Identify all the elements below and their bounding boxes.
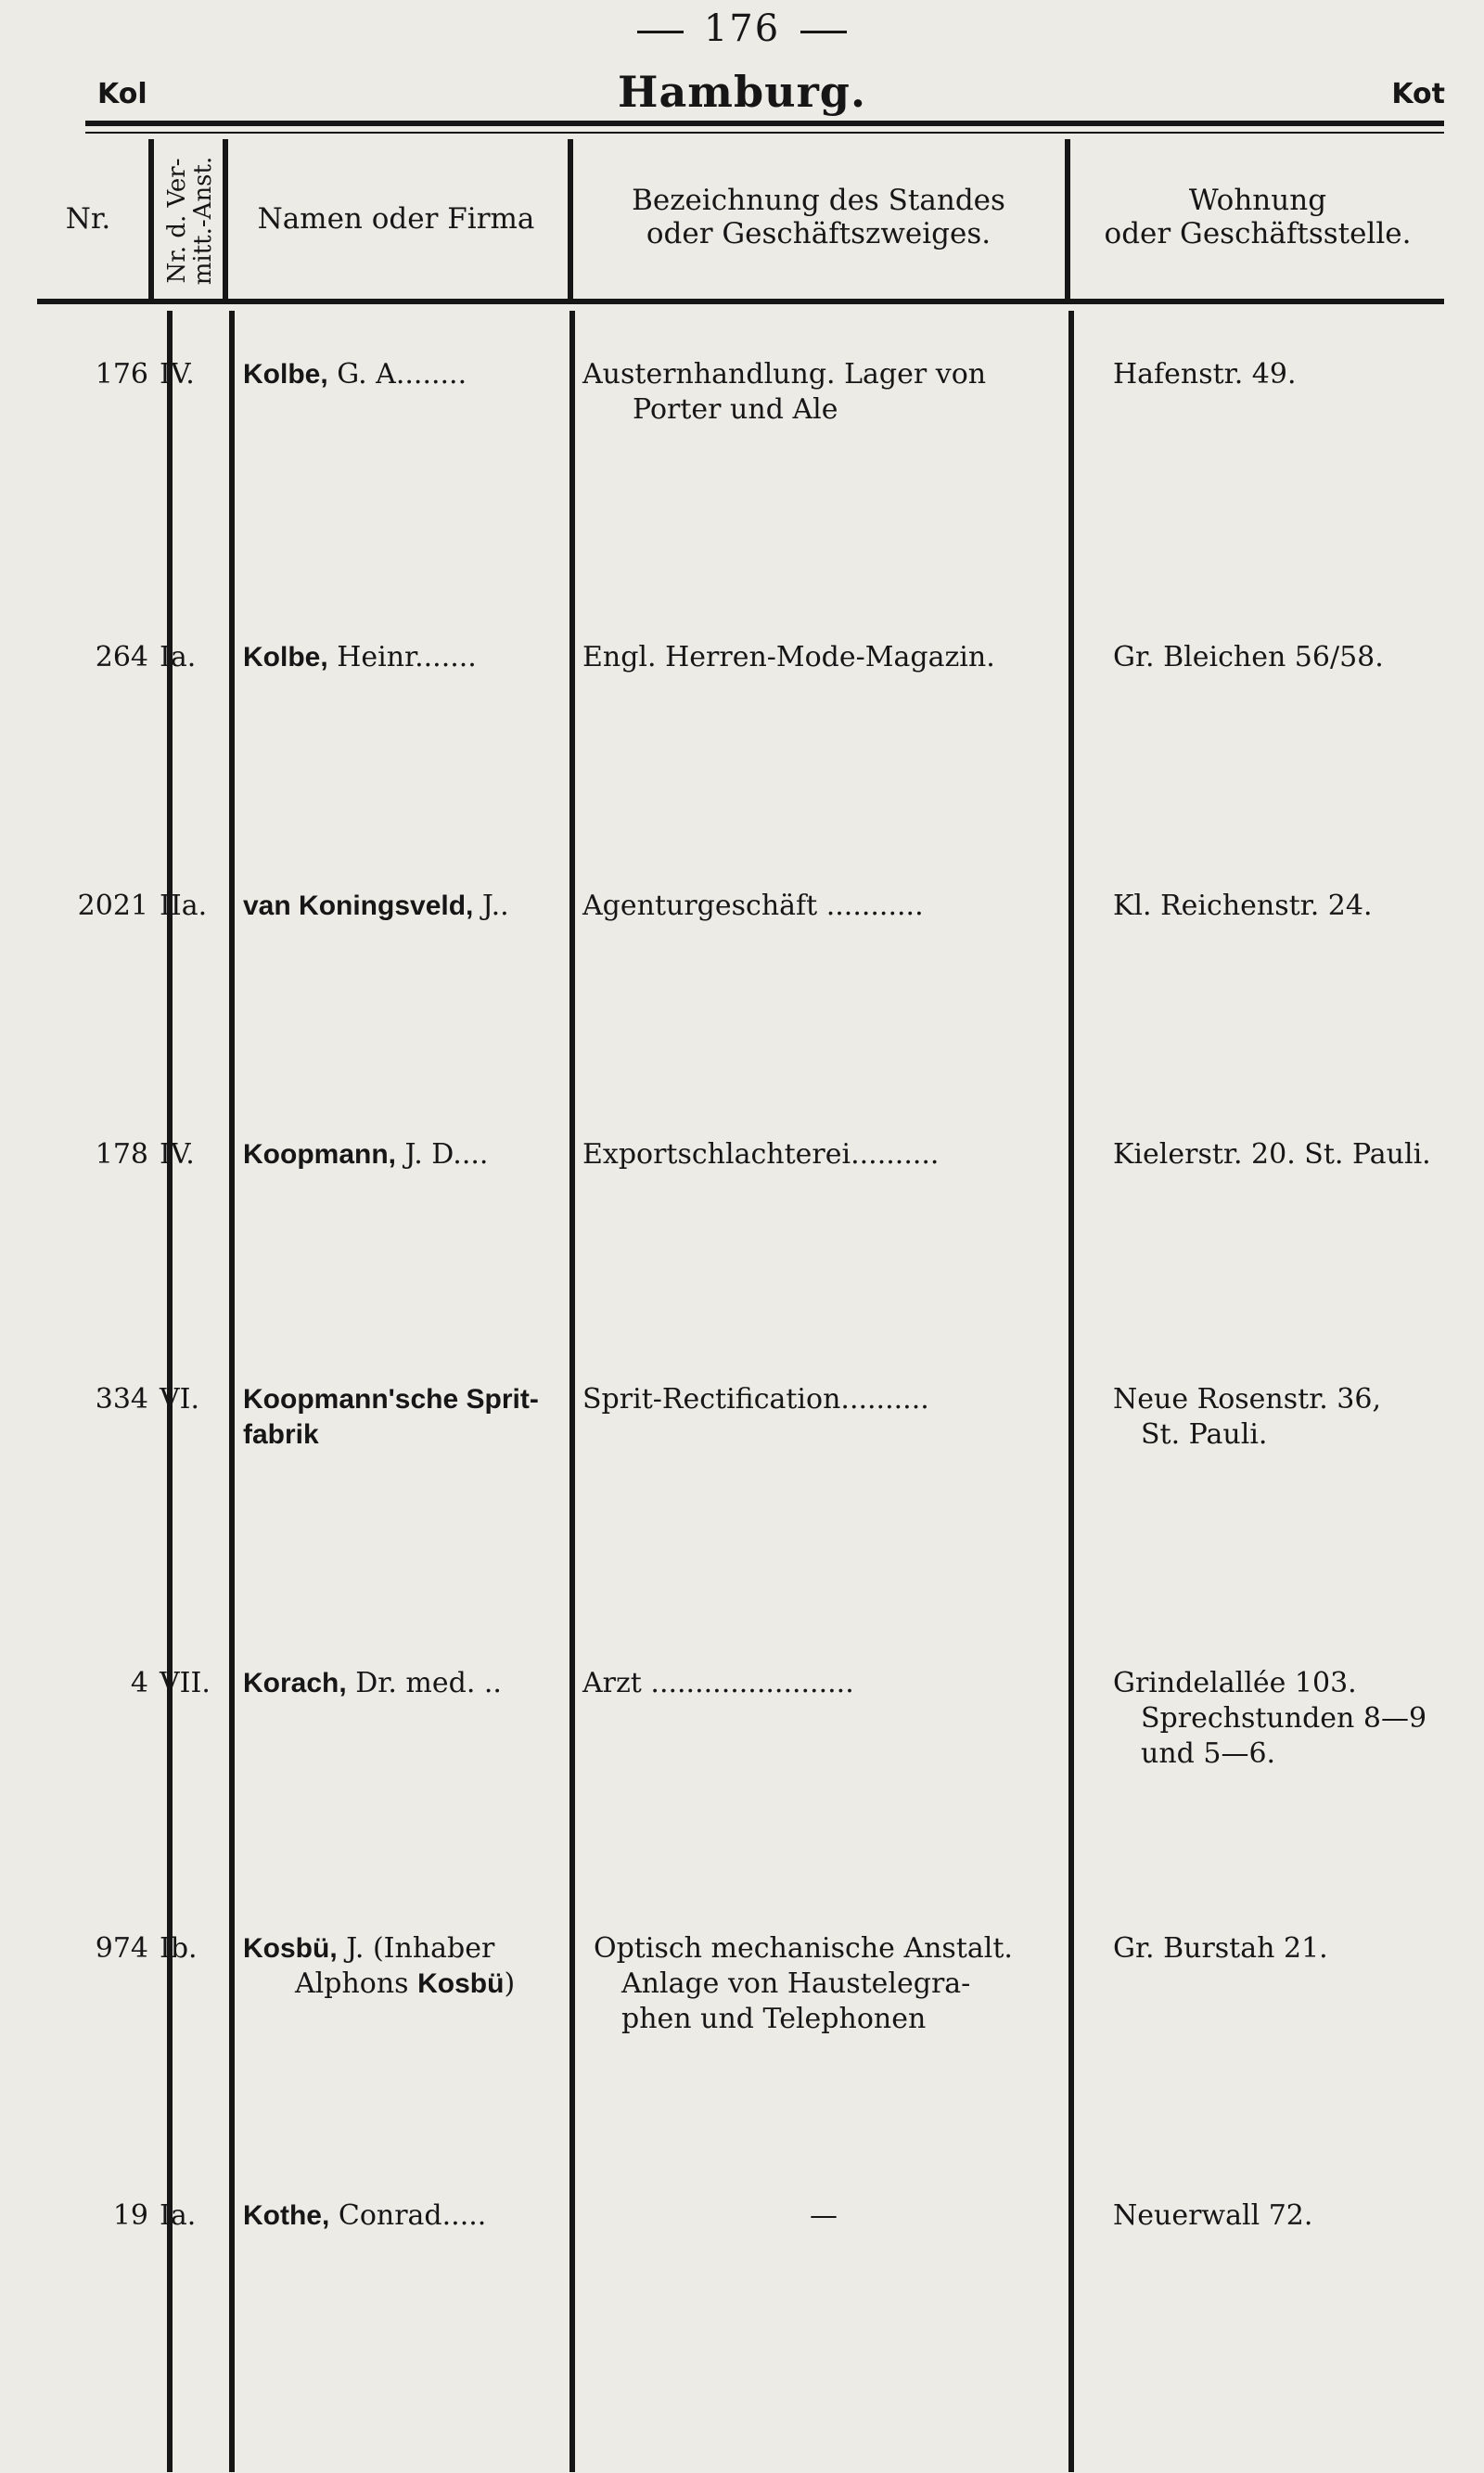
top-rule [85, 121, 1444, 126]
header-description: Bezeichnung des Standes oder Geschäftszweiges. [632, 184, 1005, 250]
entry-address: Neuerwall 72. [1113, 2199, 1313, 2232]
entry-description: Engl. Herren-Mode-Magazin. [582, 641, 995, 673]
entry-address: Gr. Bleichen 56/58. [1113, 641, 1384, 673]
entry-description: Exportschlachterei.......... [582, 1138, 940, 1171]
entry-address: Grindelallée 103. Sprechstunden 8—9 und 5—6. [1113, 1667, 1427, 1770]
header-bottom-rule [37, 299, 1444, 304]
dash-left [637, 31, 684, 33]
header-nr: Nr. [65, 202, 111, 236]
header-vermittlungsanstalt: Nr. d. Ver- mitt.-Anst. [162, 156, 217, 285]
entry-name: Kolbe, Heinr....... [243, 641, 477, 673]
entry-description: Arzt ....................... [582, 1667, 854, 1699]
column-rule-4 [1068, 311, 1074, 2472]
entry-name: Korach, Dr. med. .. [243, 1667, 502, 1699]
header-address: Wohnung oder Geschäftsstelle. [1104, 184, 1412, 250]
entry-description: Agenturgeschäft ........... [582, 890, 924, 922]
entry-name: Koopmann, J. D.... [243, 1138, 489, 1171]
column-rule-4 [1065, 139, 1070, 299]
top-rule-thin [85, 132, 1444, 134]
running-head-left: Kol [97, 78, 147, 110]
entry-description: Austernhandlung. Lager von Porter und Ale [582, 358, 987, 426]
entry-address: Neue Rosenstr. 36, St. Pauli. [1113, 1383, 1382, 1451]
entry-address: Hafenstr. 49. [1113, 358, 1297, 391]
city-title: Hamburg. [618, 67, 866, 117]
entry-description: — [810, 2199, 838, 2232]
entry-address: Gr. Burstah 21. [1113, 1932, 1328, 1965]
page-number: 176 [0, 7, 1484, 50]
entry-address: Kielerstr. 20. St. Pauli. [1113, 1138, 1431, 1171]
directory-page: 176 Kol Hamburg. Kot Nr. Nr. d. Ver- mitt.-Anst. Namen oder Firma Bezeichnung des Standes oder Geschäftszweiges. Wohnung oder Geschäftsstelle. 176 IV. Kolbe, G. A........ Austernhandlung. Lager von Porter und Ale Hafenstr. 49. 264 Ia. Kolbe, Heinr....... Engl. Herren-Mode-Magazin. Gr. Bleichen 56/58. 2021 IIa. van Koningsveld, J.. Agenturgeschäft ........... Kl. Reichenstr. 24. 178 IV. Koopmann, J. D.... Exportschlachterei.......... Kielerstr. 20. St. Pauli. 334 VI. Koopmann'sche Sprit- fabrik Sprit-Rectification.......... Neue Rosenstr. 36, St. Pauli. 4 VII. Korach, Dr. med. .. Arzt ....................... Grindelallée 103. Sprechstunden 8—9 und 5—6. 974 Ib. Kosbü, J. (Inhaber Alphons Kosbü) Optisch mechanische Anstalt. Anlage von Haustelegra- phen und Telephonen Gr. Burstah 21. 19 Ia. Kothe, Conrad..... — Neuerwall 72. [0, 0, 1484, 2473]
entry-name: Kosbü, J. (Inhaber Alphons Kosbü) [243, 1932, 516, 2000]
entry-name: Kothe, Conrad..... [243, 2199, 487, 2232]
entry-name: Kolbe, G. A........ [243, 358, 467, 391]
entry-name: van Koningsveld, J.. [243, 890, 509, 922]
column-rule-3 [568, 139, 573, 299]
dash-right [800, 31, 847, 33]
entry-description: Sprit-Rectification.......... [582, 1383, 929, 1416]
entry-address: Kl. Reichenstr. 24. [1113, 890, 1373, 922]
entry-name: Koopmann'sche Sprit- fabrik [243, 1384, 539, 1450]
entry-description: Optisch mechanische Anstalt. Anlage von Haustelegra- phen und Telephonen [594, 1932, 1013, 2035]
header-name: Namen oder Firma [257, 202, 535, 236]
running-head-right: Kot [1391, 78, 1445, 110]
